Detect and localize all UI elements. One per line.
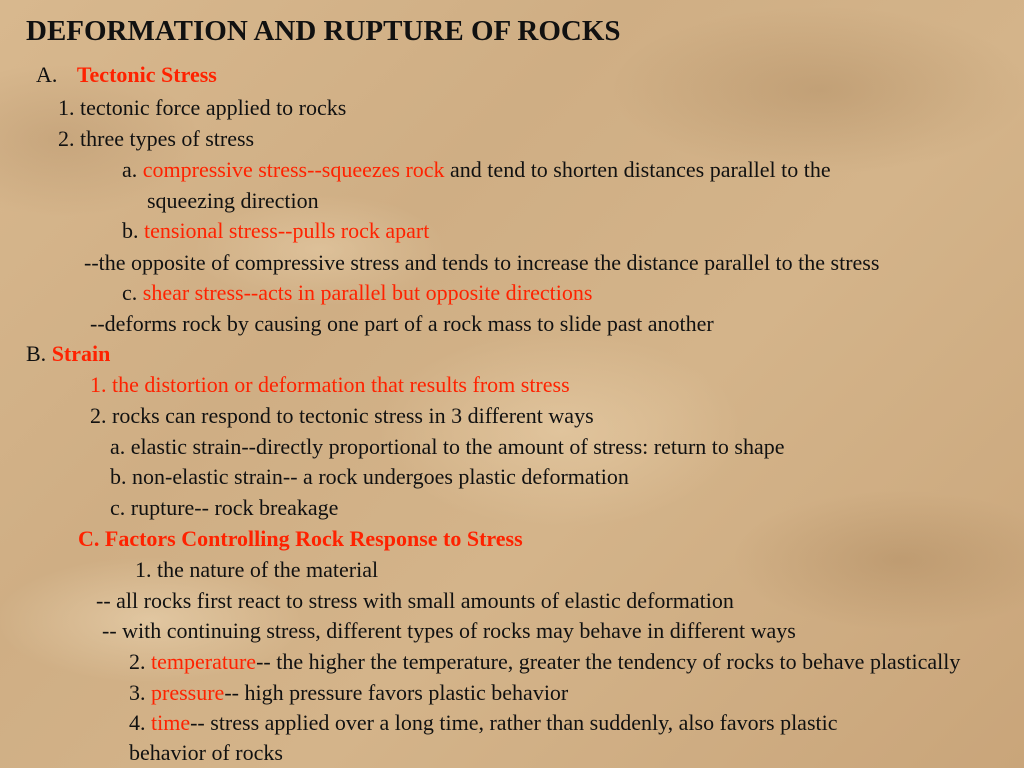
item-prefix: 2. bbox=[129, 649, 151, 674]
item-text: -- stress applied over a long time, rather than suddenly, also favors plastic bbox=[190, 710, 838, 735]
list-item-continuation: squeezing direction bbox=[147, 188, 319, 213]
item-text: -- the higher the temperature, greater the tendency of rocks to behave plastically bbox=[256, 649, 961, 674]
list-item bbox=[122, 280, 592, 306]
list-item bbox=[129, 680, 568, 706]
item-text: and tend to shorten distances parallel to the bbox=[444, 157, 831, 182]
item-prefix: a. bbox=[122, 157, 143, 182]
list-item bbox=[122, 157, 831, 183]
pressure-term: pressure bbox=[151, 680, 225, 705]
item-prefix: b. bbox=[122, 218, 144, 243]
list-item bbox=[122, 218, 429, 244]
list-note: -- all rocks first react to stress with small amounts of elastic deformation bbox=[96, 588, 734, 613]
item-prefix: c. bbox=[122, 280, 143, 305]
section-a-prefix: A. bbox=[36, 62, 58, 87]
item-prefix: 3. bbox=[129, 680, 151, 705]
temperature-term: temperature bbox=[151, 649, 257, 674]
section-a-title: Tectonic Stress bbox=[76, 62, 217, 87]
item-prefix: 4. bbox=[129, 710, 151, 735]
section-b-title: Strain bbox=[51, 341, 111, 366]
list-item: 2. three types of stress bbox=[58, 126, 255, 151]
list-note: --deforms rock by causing one part of a rock mass to slide past another bbox=[90, 311, 714, 336]
list-item bbox=[129, 710, 838, 736]
list-item: b. non-elastic strain-- a rock undergoes plastic deformation bbox=[110, 464, 629, 489]
shear-stress-term: shear stress--acts in parallel but opposite directions bbox=[142, 280, 593, 305]
list-item bbox=[129, 649, 1024, 675]
list-note: -- with continuing stress, different types of rocks may behave in different ways bbox=[102, 618, 796, 643]
slide-title: DEFORMATION AND RUPTURE OF ROCKS bbox=[26, 15, 621, 47]
item-text: -- high pressure favors plastic behavior bbox=[224, 680, 569, 705]
list-item: 1. tectonic force applied to rocks bbox=[58, 95, 347, 120]
section-b-heading bbox=[26, 341, 110, 367]
list-item-continuation: behavior of rocks bbox=[129, 740, 283, 765]
list-item: 1. the nature of the material bbox=[135, 557, 379, 582]
list-item: c. rupture-- rock breakage bbox=[110, 495, 339, 520]
list-item: a. elastic strain--directly proportional to the amount of stress: return to shape bbox=[110, 434, 785, 459]
list-item: 1. the distortion or deformation that results from stress bbox=[90, 372, 570, 397]
list-item: 2. rocks can respond to tectonic stress in 3 different ways bbox=[90, 403, 594, 428]
compressive-stress-term: compressive stress--squeezes rock bbox=[142, 157, 445, 182]
section-c-heading: C. Factors Controlling Rock Response to Stress bbox=[78, 526, 523, 551]
tensional-stress-term: tensional stress--pulls rock apart bbox=[144, 218, 430, 243]
section-a-heading bbox=[36, 62, 217, 88]
list-note: --the opposite of compressive stress and tends to increase the distance parallel to the stress bbox=[84, 250, 880, 275]
time-term: time bbox=[151, 710, 191, 735]
section-b-prefix: B. bbox=[26, 341, 52, 366]
